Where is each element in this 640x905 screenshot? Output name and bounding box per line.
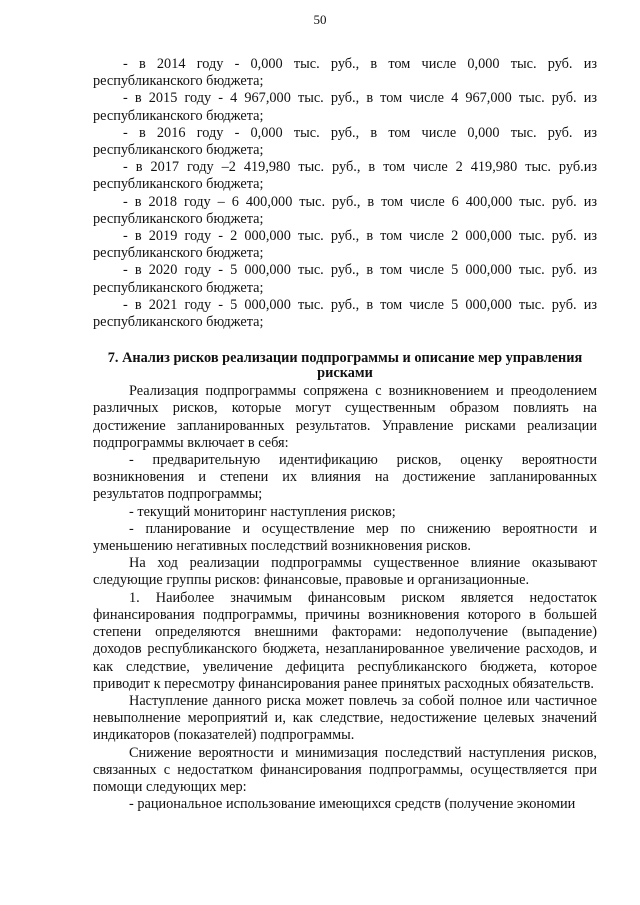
page-number: 50: [313, 12, 327, 27]
paragraph-planning: - планирование и осуществление мер по снижению вероятности и уменьшению негативных последствий возникновения рисков.: [93, 520, 597, 555]
paragraph-rational-use: - рациональное использование имеющихся средств (получение экономии: [129, 796, 576, 813]
section-body: [93, 383, 597, 813]
funding-item-2016: - в 2016 году - 0,000 тыс. руб., в том числе 0,000 тыс. руб. из республиканского бюджета;: [93, 124, 597, 159]
funding-item-2014: - в 2014 году - 0,000 тыс. руб., в том числе 0,000 тыс. руб. из республиканского бюджета;: [93, 56, 597, 90]
paragraph-intro: Реализация подпрограммы сопряжена с возникновением и преодолением различных рисков, которые могут существенным образом повлиять на достижение запланированных результатов. Управление рисками реализации подпрограммы включает в себя:: [93, 383, 597, 451]
paragraph-mitigation: Снижение вероятности и минимизация последствий наступления рисков, связанных с недостатком финансирования подпрограммы, осуществляется при помощи следующих мер:: [93, 744, 597, 795]
paragraph-identification: - предварительную идентификацию рисков, оценку вероятности возникновения и степени их влияния на достижение запланированных результатов подпрограммы;: [93, 452, 597, 503]
paragraph-risk-consequences: Наступление данного риска может повлечь за собой полное или частичное невыполнение мероприятий и, как следствие, недостижение целевых значений индикаторов (показателей) подпрограммы.: [93, 692, 597, 744]
funding-item-2015: - в 2015 году - 4 967,000 тыс. руб., в том числе 4 967,000 тыс. руб. из республиканского бюджета;: [93, 90, 597, 124]
funding-item-2019: - в 2019 году - 2 000,000 тыс. руб., в том числе 2 000,000 тыс. руб. из республиканского бюджета;: [93, 228, 597, 262]
paragraph-monitoring: - текущий мониторинг наступления рисков;: [129, 503, 396, 520]
funding-item-2018: - в 2018 году – 6 400,000 тыс. руб., в том числе 6 400,000 тыс. руб. из республиканского бюджета;: [93, 193, 597, 227]
funding-item-2017: - в 2017 году –2 419,980 тыс. руб., в том числе 2 419,980 тыс. руб.из республиканского бюджета;: [93, 159, 597, 193]
funding-list: [93, 56, 597, 331]
funding-item-2020: - в 2020 году - 5 000,000 тыс. руб., в том числе 5 000,000 тыс. руб. из республиканского бюджета;: [93, 262, 597, 296]
section-heading: 7. Анализ рисков реализации подпрограммы и описание мер управления рисками: [107, 350, 583, 382]
funding-item-2021: - в 2021 году - 5 000,000 тыс. руб., в том числе 5 000,000 тыс. руб. из республиканского бюджета;: [93, 296, 597, 331]
page-content: [93, 56, 597, 813]
paragraph-financial-risk: 1. Наиболее значимым финансовым риском является недостаток финансирования подпрограммы, причины возникновения которого в большей степени определяются внешними факторами: недополучение (выпадение) доходов республиканского бюджета, незапланированное увеличение расходов, и как следствие, увеличение дефицита республиканского бюджета, которое приводит к пересмотру финансирования ранее принятых расходных обязательств.: [93, 589, 597, 692]
paragraph-risk-groups: На ход реализации подпрограммы существенное влияние оказывают следующие группы рисков: финансовые, правовые и организационные.: [93, 555, 597, 589]
